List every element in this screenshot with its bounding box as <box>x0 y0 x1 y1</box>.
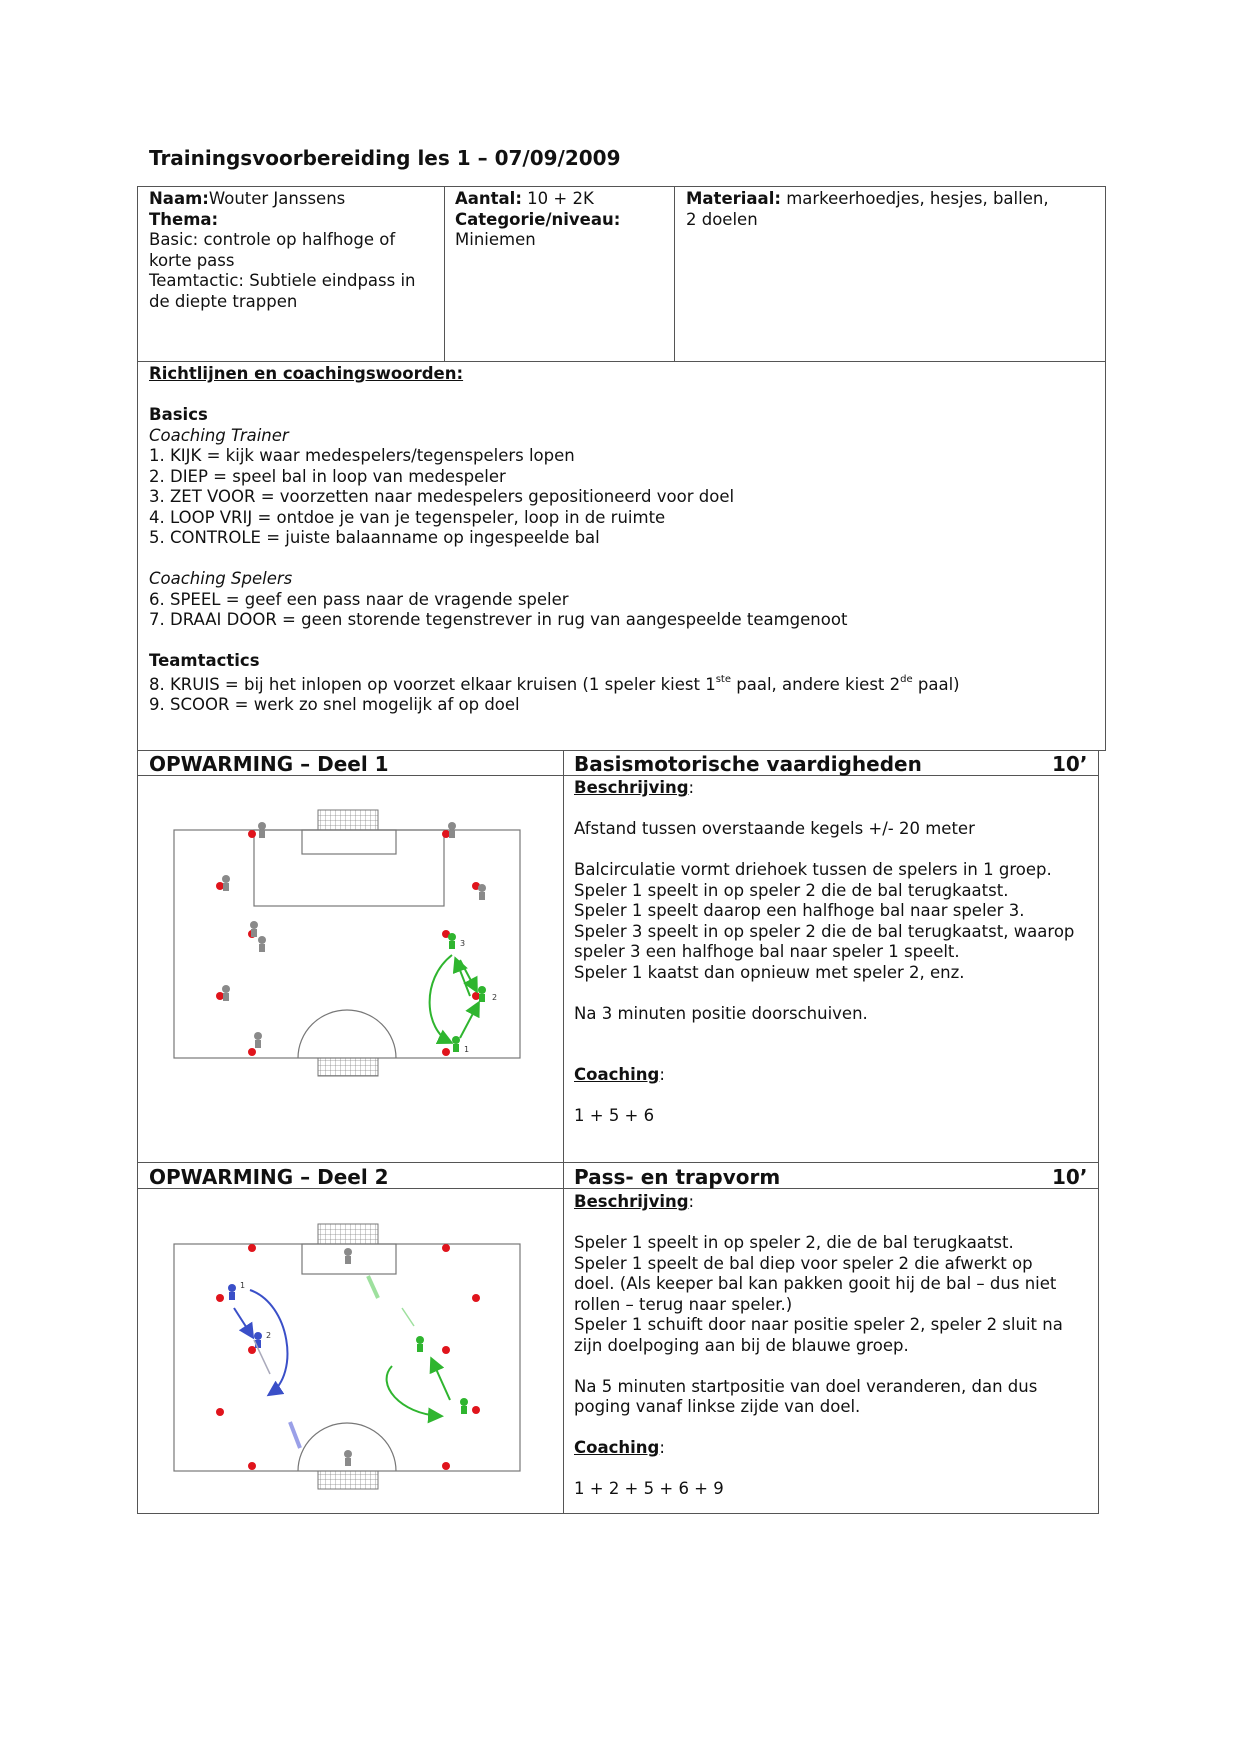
blue-pass-arrows <box>234 1290 300 1448</box>
coaching-spelers-heading: Coaching Spelers <box>149 569 293 588</box>
green-pass-arrows <box>368 1276 450 1416</box>
header-aantal-cell <box>455 189 670 251</box>
coaching-item: 4. LOOP VRIJ = ontdoe je van je tegenspeler, loop in de ruimte <box>149 507 666 527</box>
aantal-label: Aantal: <box>455 189 522 208</box>
materiaal-value-2: 2 doelen <box>686 209 758 229</box>
materiaal-label: Materiaal: <box>686 189 781 208</box>
green-players <box>448 933 486 1052</box>
materiaal-value: markeerhoedjes, hesjes, ballen, <box>780 189 1049 208</box>
player-number: 3 <box>460 939 466 948</box>
thema-line: korte pass <box>149 250 235 270</box>
coaching-item: 6. SPEEL = geef een pass naar de vragende speler <box>149 589 569 609</box>
thema-line: Basic: controle op halfhoge of <box>149 230 396 249</box>
coaching-value: 1 + 5 + 6 <box>574 1106 655 1125</box>
page-title: Trainingsvoorbereiding les 1 – 07/09/2009 <box>149 146 621 170</box>
thema-line: de diepte trappen <box>149 291 298 311</box>
player-number: 1 <box>464 1045 470 1054</box>
desc-line: Na 5 minuten startpositie van doel veranderen, dan dus <box>574 1376 1038 1396</box>
desc-line: Na 3 minuten positie doorschuiven. <box>574 1003 868 1023</box>
thema-label: Thema: <box>149 209 219 229</box>
section-1-right-title: Basismotorische vaardigheden <box>574 752 922 776</box>
desc-line: Speler 1 speelt de bal diep voor speler 2 die afwerkt op <box>574 1253 1033 1273</box>
cones <box>216 830 480 1056</box>
goal-top <box>318 810 378 830</box>
section-1-divider <box>563 750 564 1163</box>
section-2-duration: 10’ <box>1052 1165 1088 1189</box>
section-2-left-title: OPWARMING – Deel 2 <box>149 1165 389 1189</box>
goal-bottom <box>318 1471 378 1489</box>
desc-line: Afstand tussen overstaande kegels +/- 20 meter <box>574 819 975 838</box>
coaching-value: 1 + 2 + 5 + 6 + 9 <box>574 1479 724 1498</box>
section-1-left-title: OPWARMING – Deel 1 <box>149 752 389 776</box>
desc-line: Speler 1 speelt daarop een halfhoge bal naar speler 3. <box>574 901 1025 920</box>
keepers <box>344 1248 352 1466</box>
categorie-label: Categorie/niveau: <box>455 209 621 229</box>
coaching-item: 3. ZET VOOR = voorzetten naar medespelers gepositioneerd voor doel <box>149 487 735 506</box>
coaching-label: Coaching <box>574 1065 660 1084</box>
naam-value: Wouter Janssens <box>208 189 346 208</box>
beschrijving-label: Beschrijving <box>574 778 689 797</box>
section-2-divider <box>563 1162 564 1514</box>
categorie-value: Miniemen <box>455 230 536 249</box>
desc-line: speler 3 een halfhoge bal naar speler 1 speelt. <box>574 942 960 961</box>
section-2-description: Beschrijving: Speler 1 speelt in op speler 2, die de bal terugkaatst. Speler 1 speelt de bal diep voor speler 2 die afwerkt op doel. (Als keeper bal kan pakken gooit hij de bal – dus niet rollen – terug naar speler.) Speler 1 schuift door naar positie speler 2, speler 2 sluit na zijn doelpoging aan bij de blauwe groep. Na 5 minuten startpositie van doel veranderen, dan dus poging vanaf linkse zijde van doel. Coaching: 1 + 2 + 5 + 6 + 9 <box>574 1192 1094 1500</box>
header-divider-1 <box>444 186 445 362</box>
goal-bottom <box>318 1058 378 1076</box>
coaching-item: 7. DRAAI DOOR = geen storende tegenstrever in rug van aangespeelde teamgenoot <box>149 610 848 629</box>
guidelines-heading: Richtlijnen en coachingswoorden: <box>149 364 464 383</box>
desc-line: poging vanaf linkse zijde van doel. <box>574 1397 861 1416</box>
coaching-item: 1. KIJK = kijk waar medespelers/tegenspelers lopen <box>149 446 575 465</box>
desc-line: doel. (Als keeper bal kan pakken gooit hij de bal – dus niet <box>574 1274 1057 1293</box>
field-diagram-1 <box>170 800 530 1090</box>
aantal-value: 10 + 2K <box>521 189 594 208</box>
coaching-item: 5. CONTROLE = juiste balaanname op ingespeelde bal <box>149 528 600 547</box>
coaching-item: 2. DIEP = speel bal in loop van medespeler <box>149 466 506 486</box>
player-number: 2 <box>492 993 498 1002</box>
coaching-item: 9. SCOOR = werk zo snel mogelijk af op doel <box>149 695 520 714</box>
desc-line: Speler 1 schuift door naar positie speler 2, speler 2 sluit na <box>574 1315 1063 1334</box>
desc-line: Speler 1 speelt in op speler 2 die de bal terugkaatst. <box>574 880 1009 900</box>
coaching-label: Coaching <box>574 1438 660 1457</box>
player-number: 1 <box>240 1281 246 1290</box>
field-diagram-2 <box>170 1214 530 1504</box>
beschrijving-label: Beschrijving <box>574 1192 689 1211</box>
header-naam-cell <box>149 189 439 312</box>
pass-arrows <box>430 955 478 1042</box>
basics-heading: Basics <box>149 405 208 424</box>
desc-line: rollen – terug naar speler.) <box>574 1294 793 1314</box>
section-1-duration: 10’ <box>1052 752 1088 776</box>
thema-line: Teamtactic: Subtiele eindpass in <box>149 271 416 290</box>
header-divider-2 <box>674 186 675 362</box>
teamtactics-heading: Teamtactics <box>149 651 260 670</box>
desc-line: Speler 3 speelt in op speler 2 die de bal terugkaatst, waarop <box>574 921 1075 941</box>
goal-top <box>318 1224 378 1244</box>
green-players <box>416 1336 468 1414</box>
coaching-trainer-heading: Coaching Trainer <box>149 425 289 445</box>
header-materiaal-cell <box>686 189 1101 230</box>
section-2-right-title: Pass- en trapvorm <box>574 1165 781 1189</box>
desc-line: Balcirculatie vormt driehoek tussen de spelers in 1 groep. <box>574 860 1052 879</box>
field-lines <box>174 1244 520 1471</box>
guidelines-content <box>149 364 1099 716</box>
section-1-description: Beschrijving: Afstand tussen overstaande kegels +/- 20 meter Balcirculatie vormt driehoek tussen de spelers in 1 groep. Speler 1 speelt in op speler 2 die de bal terugkaatst. Speler 1 speelt daarop een halfhoge bal naar speler 3. Speler 3 speelt in op speler 2 die de bal terugkaatst, waarop speler 3 een halfhoge bal naar speler 1 speelt. Speler 1 kaatst dan opnieuw met speler 2, enz. Na 3 minuten positie doorschuiven. Coaching: 1 + 5 + 6 <box>574 778 1094 1127</box>
cones <box>216 1244 480 1470</box>
player-number: 2 <box>266 1331 272 1340</box>
desc-line: Speler 1 kaatst dan opnieuw met speler 2, enz. <box>574 962 965 982</box>
desc-line: Speler 1 speelt in op speler 2, die de bal terugkaatst. <box>574 1233 1014 1252</box>
naam-label: Naam: <box>149 189 209 208</box>
coaching-item-8: 8. KRUIS = bij het inlopen op voorzet elkaar kruisen (1 speler kiest 1ste paal, andere kiest 2de paal) <box>149 673 960 694</box>
desc-line: zijn doelpoging aan bij de blauwe groep. <box>574 1335 909 1355</box>
